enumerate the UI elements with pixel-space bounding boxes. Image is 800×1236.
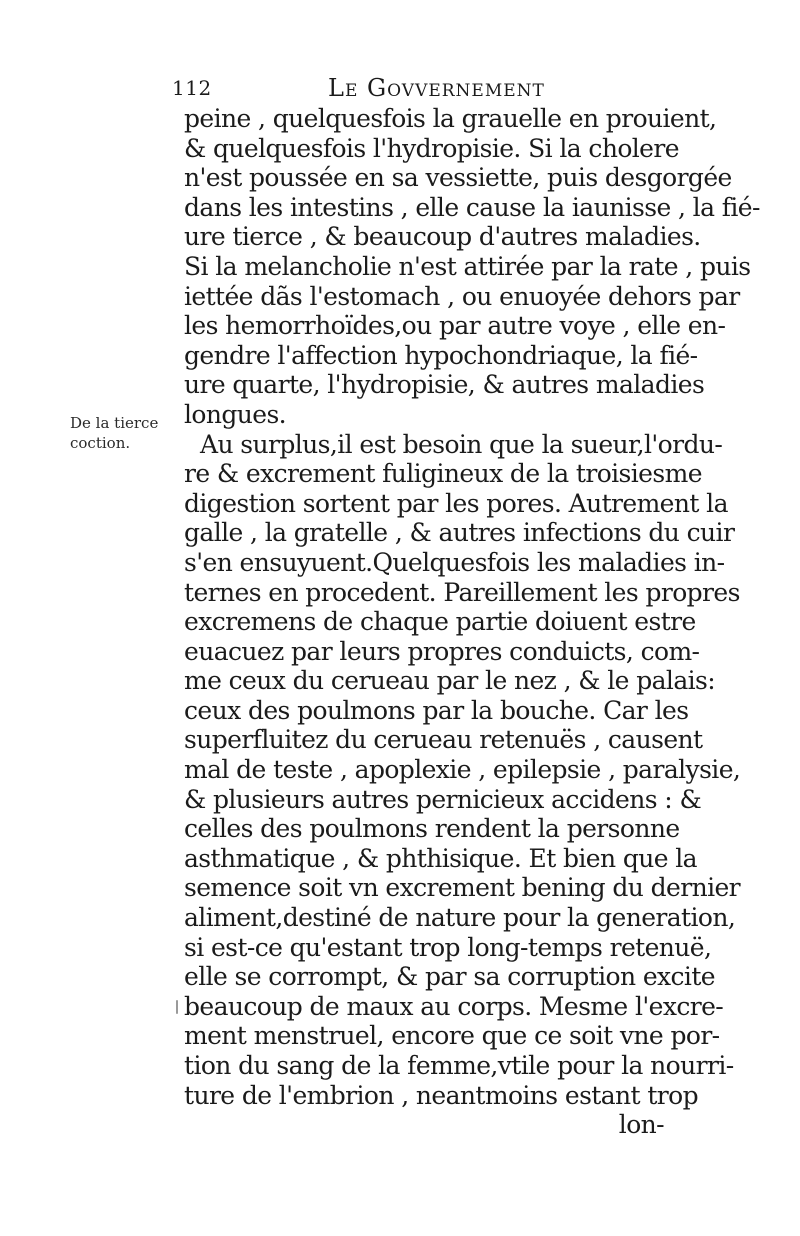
margin-note-line: coction.	[70, 434, 131, 452]
text-line: iettée dãs l'estomach , ou enuoyée dehors par	[184, 281, 740, 311]
text-line: s'en ensuyuent.Quelquesfois les maladies in-	[184, 547, 725, 577]
text-line: ture de l'embrion , neantmoins estant trop	[184, 1080, 698, 1110]
text-line: elle se corrompt, & par sa corruption excite	[184, 962, 715, 992]
text-line: ternes en procedent. Pareillement les propres	[184, 577, 740, 607]
text-line: beaucoup de maux au corps. Mesme l'excre-	[184, 991, 724, 1021]
text-line: semence soit vn excrement bening du dernier	[184, 873, 741, 903]
text-line: dans les intestins , elle cause la iaunisse , la fié-	[184, 192, 760, 222]
text-line: asthmatique , & phthisique. Et bien que la	[184, 843, 697, 873]
text-line: ure tierce , & beaucoup d'autres maladies.	[184, 222, 701, 252]
text-line: si est-ce qu'estant trop long-temps retenuë,	[184, 932, 712, 962]
margin-note-line: De la tierce	[70, 414, 159, 432]
text-line: superfluitez du cerueau retenuës , causent	[184, 725, 703, 755]
text-line: n'est poussée en sa vessiette, puis desgorgée	[184, 163, 732, 193]
text-line: re & excrement fuligineux de la troisiesme	[184, 459, 702, 489]
text-line: les hemorrhoïdes,ou par autre voye , elle en-	[184, 311, 726, 341]
text-line: celles des poulmons rendent la personne	[184, 814, 680, 844]
text-line: Au surplus,il est besoin que la sueur,l'ordu-	[200, 429, 723, 459]
catchword: lon-	[618, 1110, 664, 1140]
text-line: digestion sortent par les pores. Autrement la	[184, 488, 728, 518]
text-line: Si la melancholie n'est attirée par la rate , puis	[184, 251, 751, 281]
text-line: aliment,destiné de nature pour la generation,	[184, 903, 736, 933]
text-line: peine , quelquesfois la grauelle en prouient,	[184, 104, 717, 133]
text-line: gendre l'affection hypochondriaque, la fié-	[184, 340, 698, 370]
running-title: Le Govvernement	[328, 74, 545, 102]
text-line: ment menstruel, encore que ce soit vne por-	[184, 1021, 720, 1051]
margin-note	[70, 413, 182, 453]
text-line: galle , la gratelle , & autres infections du cuir	[184, 518, 735, 548]
text-line: ure quarte, l'hydropisie, & autres maladies	[184, 370, 705, 400]
text-line: me ceux du cerueau par le nez , & le palais:	[184, 666, 716, 696]
text-line: mal de teste , apoplexie , epilepsie , paralysie,	[184, 755, 741, 785]
ink-mark	[176, 1000, 178, 1014]
text-line: ceux des poulmons par la bouche. Car les	[184, 695, 689, 725]
text-line: tion du sang de la femme,vtile pour la nourri-	[184, 1051, 734, 1080]
text-line: excremens de chaque partie doiuent estre	[184, 607, 696, 637]
text-line: euacuez par leurs propres conduicts, com-	[184, 636, 700, 666]
body-text	[184, 104, 760, 1140]
running-head	[168, 72, 680, 106]
text-line: & quelquesfois l'hydropisie. Si la cholere	[184, 133, 679, 163]
text-line: longues.	[184, 399, 287, 429]
page-number: 112	[172, 76, 212, 100]
text-line: & plusieurs autres pernicieux accidens : &	[184, 784, 702, 814]
